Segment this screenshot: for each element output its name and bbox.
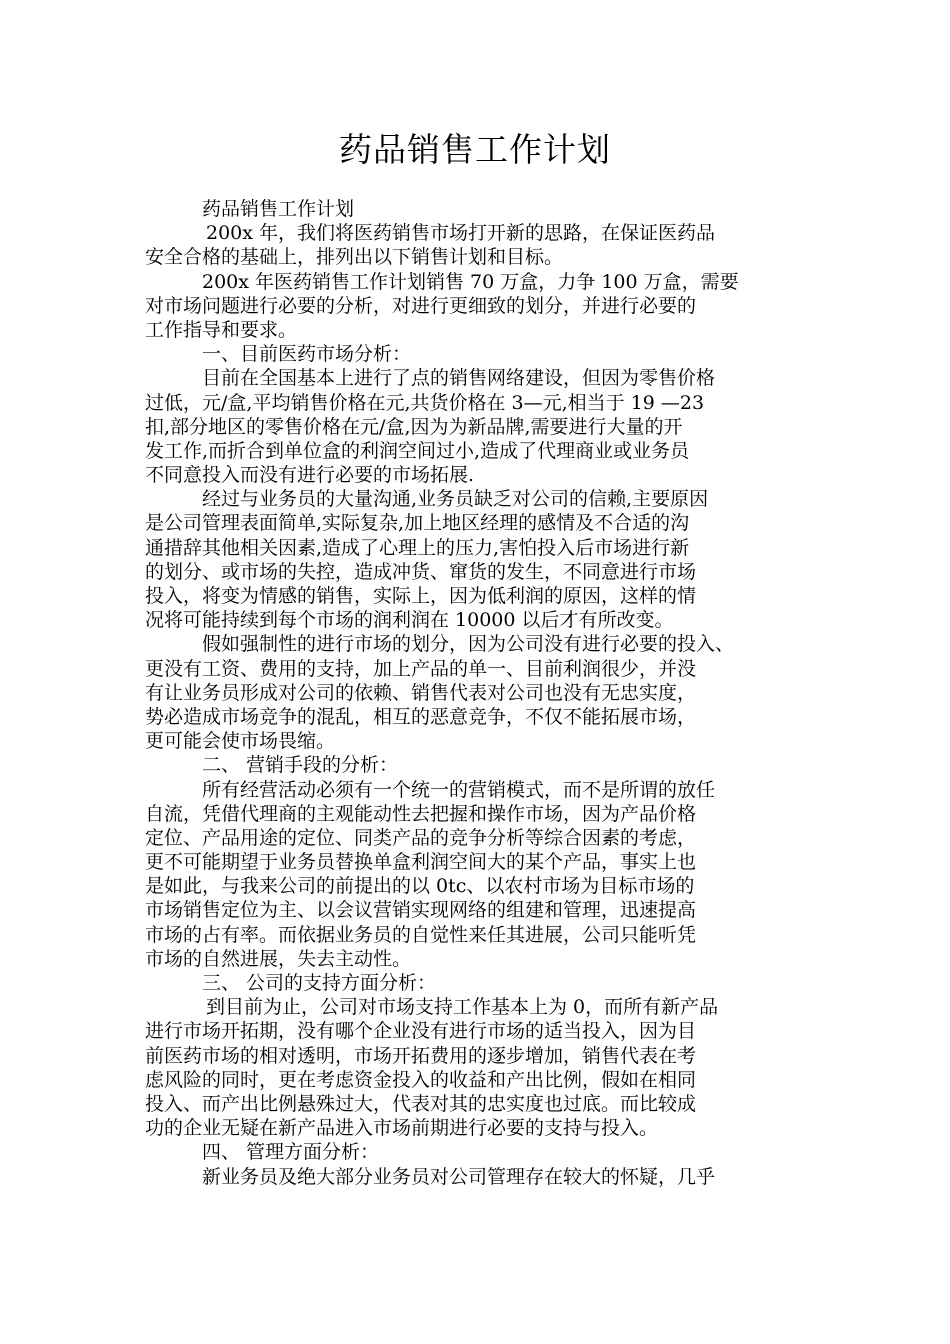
text-line: 更不可能期望于业务员替换单盒利润空间大的某个产品，事实上也 [145, 851, 697, 874]
text-line: 到目前为止，公司对市场支持工作基本上为 0，而所有新产品 [206, 996, 719, 1019]
text-line: 市场销售定位为主、以会议营销实现网络的组建和管理，迅速提高 [145, 899, 697, 922]
text-line: 目前在全国基本上进行了点的销售网络建设，但因为零售价格 [202, 367, 716, 390]
text-line: 功的企业无疑在新产品进入市场前期进行必要的支持与投入。 [145, 1117, 659, 1140]
text-line: 进行市场开拓期，没有哪个企业没有进行市场的适当投入，因为目 [145, 1020, 697, 1043]
text-line: 新业务员及绝大部分业务员对公司管理存在较大的怀疑，几乎 [202, 1165, 716, 1188]
text-line: 发工作,而折合到单位盒的利润空间过小,造成了代理商业或业务员 [145, 439, 690, 462]
document-title: 药品销售工作计划 [339, 130, 611, 169]
text-line: 市场的占有率。而依据业务员的自觉性来任其进展，公司只能听凭 [145, 923, 697, 946]
text-line: 200x 年，我们将医药销售市场打开新的思路，在保证医药品 [206, 222, 716, 245]
text-line: 安全合格的基础上，排列出以下销售计划和目标。 [145, 246, 564, 269]
text-line: 更没有工资、费用的支持，加上产品的单一、目前利润很少，并没 [145, 657, 697, 680]
text-line: 经过与业务员的大量沟通,业务员缺乏对公司的信赖,主要原因 [202, 488, 709, 511]
document-body [145, 197, 810, 1189]
text-line: 的划分、或市场的失控，造成冲货、窜货的发生，不同意进行市场 [145, 560, 697, 583]
text-line: 是如此，与我来公司的前提出的以 0tc、以农村市场为目标市场的 [145, 875, 695, 898]
text-line: 有让业务员形成对公司的依赖、销售代表对公司也没有无忠实度， [145, 681, 697, 704]
text-line: 药品销售工作计划 [202, 198, 355, 220]
text-line: 四、 管理方面分析： [202, 1141, 380, 1164]
text-line: 所有经营活动必须有一个统一的营销模式，而不是所谓的放任 [202, 778, 716, 801]
text-line: 过低，元/盒,平均销售价格在元,共货价格在 3—元,相当于 19 —23 [145, 391, 705, 414]
text-line: 势必造成市场竞争的混乱，相互的恶意竞争，不仅不能拓展市场， [145, 705, 697, 728]
text-line: 假如强制性的进行市场的划分，因为公司没有进行必要的投入、 [202, 633, 735, 656]
text-line: 前医药市场的相对透明，市场开拓费用的逐步增加，销售代表在考 [145, 1044, 697, 1067]
text-line: 虑风险的同时，更在考虑资金投入的收益和产出比例，假如在相同 [145, 1068, 697, 1091]
text-line: 一、目前医药市场分析： [202, 343, 412, 366]
text-line: 定位、产品用途的定位、同类产品的竞争分析等综合因素的考虑， [145, 826, 697, 849]
text-line: 自流，凭借代理商的主观能动性去把握和操作市场，因为产品价格 [145, 802, 697, 825]
text-line: 二、 营销手段的分析： [202, 754, 399, 777]
text-line: 投入、而产出比例悬殊过大，代表对其的忠实度也过底。而比较成 [145, 1092, 697, 1115]
text-line: 是公司管理表面简单,实际复杂,加上地区经理的感情及不合适的沟 [145, 512, 690, 535]
text-line: 工作指导和要求。 [145, 318, 298, 341]
text-line: 三、 公司的支持方面分析： [202, 972, 437, 994]
text-line: 对市场问题进行必要的分析，对进行更细致的划分，并进行必要的 [145, 294, 697, 317]
text-line: 扣,部分地区的零售价格在元/盒,因为为新品牌,需要进行大量的开 [145, 415, 683, 438]
text-line: 200x 年医药销售工作计划销售 70 万盒，力争 100 万盒，需要 [202, 270, 739, 293]
text-line: 不同意投入而没有进行必要的市场拓展. [145, 464, 475, 487]
text-line: 通措辞其他相关因素,造成了心理上的压力,害怕投入后市场进行新 [145, 536, 690, 559]
text-line: 更可能会使市场畏缩。 [145, 730, 336, 753]
text-line: 市场的自然进展，失去主动性。 [145, 947, 412, 970]
text-line: 况将可能持续到每个市场的润利润在 10000 以后才有所改变。 [145, 609, 674, 632]
text-line: 投入，将变为情感的销售，实际上，因为低利润的原因，这样的情 [145, 585, 697, 607]
